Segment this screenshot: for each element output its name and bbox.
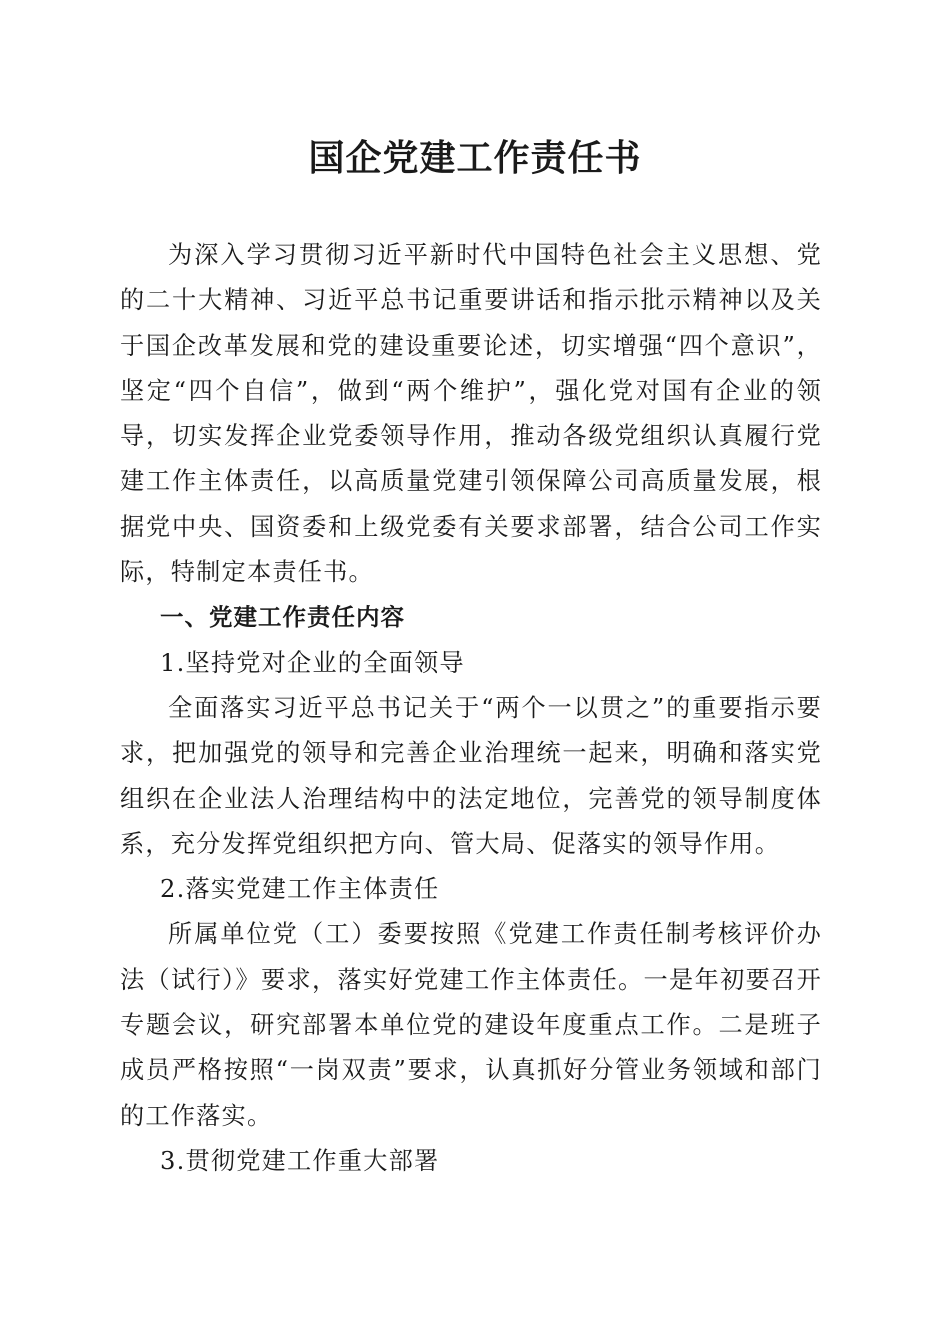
intro-paragraph: 为深入学习贯彻习近平新时代中国特色社会主义思想、党的二十大精神、习近平总书记重要讲话和指示批示精神以及关于国企改革发展和党的建设重要论述，切实增强“四个意识”，坚定“四个自信”，做到“两个维护”，强化党对国有企业的领导，切实发挥企业党委领导作用，推动各级党组织认真履行党建工作主体责任，以高质量党建引领保障公司高质量发展，根据党中央、国资委和上级党委有关要求部署，结合公司工作实际，特制定本责任书。 <box>120 241 822 587</box>
item-heading-3: 3.贯彻党建工作重大部署 <box>160 1146 440 1175</box>
item-heading-2: 2.落实党建工作主体责任 <box>160 875 440 904</box>
item-paragraph-1: 全面落实习近平总书记关于“两个一以贯之”的重要指示要求，把加强党的领导和完善企业治理统一起来，明确和落实党组织在企业法人治理结构中的法定地位，完善党的领导制度体系，充分发挥党组织把方向、管大局、促落实的领导作用。 <box>120 693 822 858</box>
item-heading-1: 1.坚持党对企业的全面领导 <box>160 648 465 677</box>
document-body <box>120 233 822 1184</box>
document-title: 国企党建工作责任书 <box>308 137 642 179</box>
section-heading-1: 一、党建工作责任内容 <box>160 603 405 632</box>
item-paragraph-2: 所属单位党（工）委要按照《党建工作责任制考核评价办法（试行）》要求，落实好党建工作主体责任。一是年初要召开专题会议，研究部署本单位党的建设年度重点工作。二是班子成员严格按照“一岗双责”要求，认真抓好分管业务领域和部门的工作落实。 <box>120 920 822 1130</box>
